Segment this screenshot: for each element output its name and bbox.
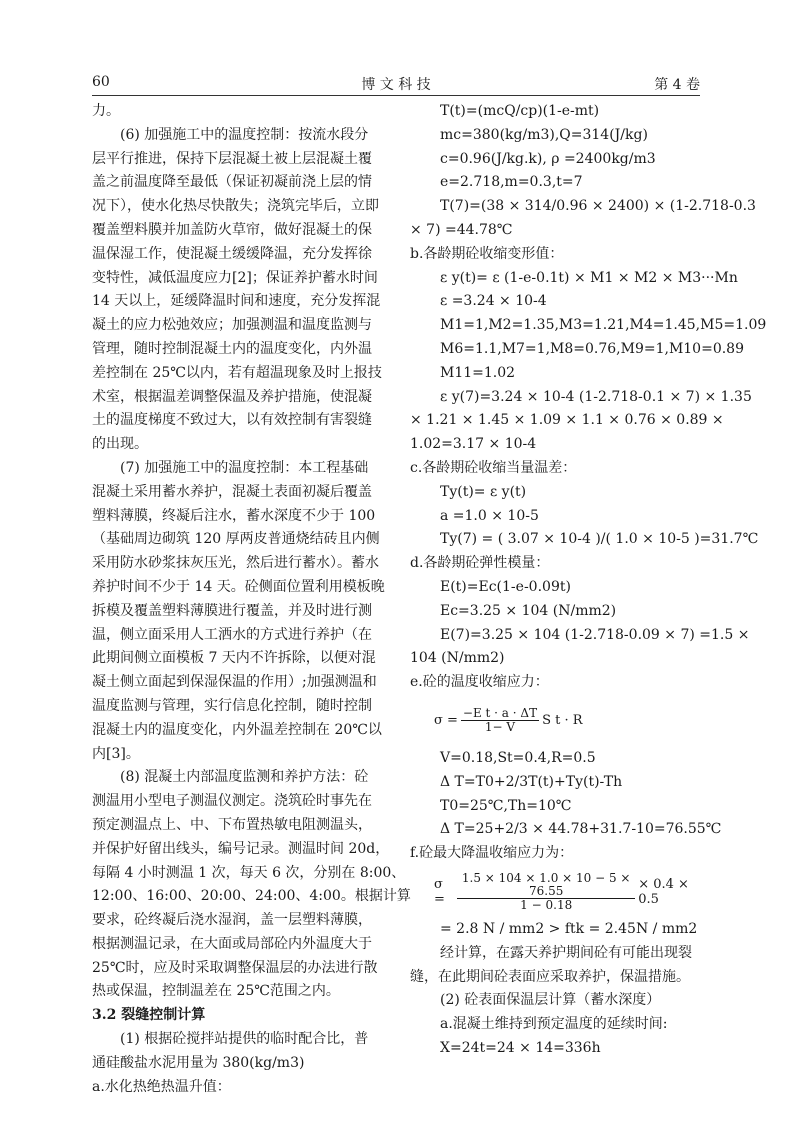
equation-line: Δ T=T0+2/3T(t)+Ty(t)-Th <box>440 773 623 790</box>
step-heading: c.各龄期砼收缩当量温差： <box>410 459 577 476</box>
text-line: 的出现。 <box>92 436 148 453</box>
page-number: 60 <box>92 74 110 90</box>
text-line: 凝土的应力松弛效应；加强测温和温度监测与 <box>92 317 372 334</box>
formula-fraction <box>457 872 635 912</box>
formula-prefix: σ = <box>434 876 445 907</box>
formula-numerator: 1.5 × 104 × 1.0 × 10 − 5 × 76.55 <box>457 872 635 899</box>
formula-numerator: −E t · a · ΔT <box>462 706 538 721</box>
equation-line: a =1.0 × 10-5 <box>440 507 539 524</box>
formula-suffix: × 0.4 × 0.5 <box>638 876 689 907</box>
text-line: 每隔 4 小时测温 1 次，每天 6 次，分别在 8:00、 <box>92 864 406 881</box>
text-line: (6) 加强施工中的温度控制：按流水段分 <box>120 126 369 143</box>
equation-line: c=0.96(J/kg.k), ρ =2400kg/m3 <box>440 150 656 167</box>
step-heading: a.混凝土维持到预定温度的延续时间: <box>440 1016 668 1033</box>
text-line: 通硅酸盐水泥用量为 380(kg/m3) <box>92 1054 305 1071</box>
text-line: 14 天以上，延缓降温时间和速度，充分发挥混 <box>92 293 381 310</box>
formula-fraction <box>461 707 539 734</box>
text-line: 并保护好留出线头，编号记录。测温时间 20d， <box>92 840 390 857</box>
text-line: 术室，根据温差调整保温及养护措施，使混凝 <box>92 388 372 405</box>
text-line: 预定测温点上、中、下布置热敏电阻测温头， <box>92 816 372 833</box>
formula-suffix: S t · R <box>542 713 583 729</box>
equation-line: Ty(7) = ( 3.07 × 10-4 )/( 1.0 × 10-5 )=31.7℃ <box>440 531 759 548</box>
text-line: 温保湿工作，使混凝土缓缓降温，充分发挥徐 <box>92 245 372 262</box>
equation-line: V=0.18,St=0.4,R=0.5 <box>440 749 596 766</box>
equation-line: E(7)=3.25 × 104 (1-2.718-0.09 × 7) =1.5 × <box>440 626 750 643</box>
equation-line: 104 (N/mm2) <box>410 650 505 667</box>
stress-formula <box>410 695 702 747</box>
text-line: 养护时间不少于 14 天。砼侧面位置利用模板晚 <box>92 578 385 595</box>
equation-line: M1=1,M2=1.35,M3=1.21,M4=1.45,M5=1.09 <box>440 317 767 334</box>
text-line: 温度监测与管理，实行信息化控制，随时控制 <box>92 697 372 714</box>
equation-line: T(7)=(38 × 314/0.96 × 2400) × (1-2.718-0.3 <box>440 198 756 215</box>
text-line: 混凝土内的温度变化，内外温差控制在 20℃以 <box>92 721 382 738</box>
equation-line: E(t)=Ec(1-e-0.09t) <box>440 578 571 595</box>
text-line: 内[3]。 <box>92 745 140 762</box>
step-heading: d.各龄期砼弹性模量： <box>410 555 550 572</box>
text-line: （基础周边砌筑 120 厚两皮普通烧结砖且内侧 <box>92 531 380 548</box>
volume-label: 第 4 卷 <box>654 77 700 93</box>
equation-line: Ty(t)= ε y(t) <box>440 483 527 500</box>
text-line: 凝土侧立面起到保湿保温的作用）;加强测温和 <box>92 674 377 691</box>
equation-line: X=24t=24 × 14=336h <box>440 1039 601 1056</box>
equation-line: M11=1.02 <box>440 364 516 381</box>
text-line: 覆盖塑料膜并加盖防火草帘，做好混凝土的保 <box>92 221 372 238</box>
text-line: 差控制在 25℃以内，若有超温现象及时上报技 <box>92 364 382 381</box>
equation-line: ε y(t)= ε (1-e-0.1t) × M1 × M2 × M3···Mn <box>440 269 738 286</box>
equation-line: e=2.718,m=0.3,t=7 <box>440 174 583 191</box>
equation-line: T(t)=(mcQ/cp)(1-e-mt) <box>440 103 600 119</box>
text-line: 况下），使水化热尽快散失；浇筑完毕后，立即 <box>92 198 379 215</box>
text-line: 12:00、16:00、20:00、24:00、4:00。根据计算 <box>92 888 411 905</box>
equation-line: ε y(7)=3.24 × 10-4 (1-2.718-0.1 × 7) × 1.35 <box>440 388 752 405</box>
text-line: (2) 砼表面保温层计算（蓄水深度） <box>440 992 661 1009</box>
equation-line: ε =3.24 × 10-4 <box>440 293 547 310</box>
max-stress-formula <box>410 866 702 918</box>
text-line: 拆模及覆盖塑料薄膜进行覆盖，并及时进行测 <box>92 602 372 619</box>
text-line: 塑料薄膜，终凝后注水，蓄水深度不少于 100 <box>92 507 376 524</box>
step-heading: b.各龄期砼收缩变形值： <box>410 245 564 262</box>
text-line: a.水化热绝热温升值： <box>92 1078 231 1095</box>
text-line: 盖之前温度降至最低（保证初凝前浇上层的情 <box>92 174 372 191</box>
equation-line: 1.02=3.17 × 10-4 <box>410 436 537 453</box>
equation-line: Ec=3.25 × 104 (N/mm2) <box>440 602 617 619</box>
formula-denominator: 1 − 0.18 <box>520 897 573 912</box>
text-line: 混凝土采用蓄水养护，混凝土表面初凝后覆盖 <box>92 483 372 500</box>
text-line: (8) 混凝土内部温度监测和养护方法：砼 <box>120 769 369 786</box>
text-line: (1) 根据砼搅拌站提供的临时配合比，普 <box>120 1031 369 1048</box>
section-heading: 3.2 裂缝控制计算 <box>92 1007 206 1024</box>
text-line: 温，侧立面采用人工洒水的方式进行养护（在 <box>92 626 372 643</box>
text-line: 热或保温，控制温差在 25℃范围之内。 <box>92 983 340 1000</box>
equation-line: = 2.8 N / mm2 > ftk = 2.45N / mm2 <box>440 920 698 937</box>
equation-line: mc=380(kg/m3),Q=314(J/kg) <box>440 126 648 143</box>
text-line: 测温用小型电子测温仪测定。浇筑砼时事先在 <box>92 793 372 810</box>
equation-line: T0=25℃,Th=10℃ <box>440 797 572 814</box>
text-line: 此期间侧立面模板 7 天内不许拆除，以便对混 <box>92 650 376 667</box>
text-line: 25℃时，应及时采取调整保温层的办法进行散 <box>92 959 378 976</box>
right-column <box>410 100 767 1061</box>
header-rule <box>92 95 700 96</box>
equation-line: M6=1.1,M7=1,M8=0.76,M9=1,M10=0.89 <box>440 340 744 357</box>
text-line: 要求，砼终凝后浇水湿润，盖一层塑料薄膜， <box>92 912 372 929</box>
step-heading: f.砼最大降温收缩应力为： <box>410 845 574 862</box>
equation-line: × 1.21 × 1.45 × 1.09 × 1.1 × 0.76 × 0.89 × <box>410 412 724 429</box>
formula-denominator: 1− V <box>484 720 516 735</box>
text-line: 层平行推进，保持下层混凝土被上层混凝土覆 <box>92 150 372 167</box>
step-heading: e.砼的温度收缩应力： <box>410 674 549 691</box>
left-column <box>92 100 411 1099</box>
text-line: 变特性，减低温度应力[2]；保证养护蓄水时间 <box>92 269 378 286</box>
text-line: 力。 <box>92 103 120 119</box>
text-line: 采用防水砂浆抹灰压光，然后进行蓄水）。蓄水 <box>92 555 379 572</box>
text-line: 管理，随时控制混凝土内的温度变化，内外温 <box>92 340 372 357</box>
formula-prefix: σ = <box>434 713 458 729</box>
text-line: (7) 加强施工中的温度控制：本工程基础 <box>120 459 369 476</box>
equation-line: Δ T=25+2/3 × 44.78+31.7-10=76.55℃ <box>440 821 722 838</box>
journal-title: 博 文 科 技 <box>361 77 431 93</box>
text-line: 土的温度梯度不致过大，以有效控制有害裂缝 <box>92 412 372 429</box>
text-line: 经计算，在露天养护期间砼有可能出现裂 <box>440 944 692 961</box>
text-line: 缝，在此期间砼表面应采取养护，保温措施。 <box>410 968 690 985</box>
equation-line: × 7) =44.78℃ <box>410 221 513 238</box>
text-line: 根据测温记录，在大面或局部砼内外温度大于 <box>92 935 372 952</box>
